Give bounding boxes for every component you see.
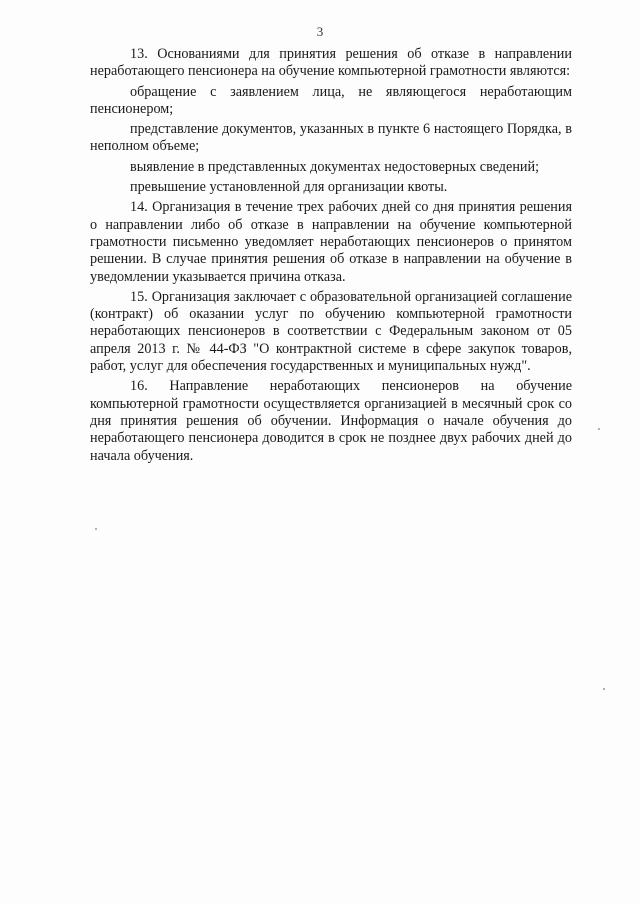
paragraph-16: 16. Направление неработающих пенсионеров на обучение компьютерной грамотности осуществляется организацией в месячный срок со дня принятия решения об обучении. Информация о начале обучения до неработающего пенсионера доводится в срок не позднее двух рабочих дней до начала обучения. (90, 378, 572, 464)
page-number: 3 (316, 24, 324, 39)
list-item-ground-4: превышение установленной для организации квоты. (130, 179, 448, 196)
scan-speck (95, 528, 97, 530)
list-item-ground-1: обращение с заявлением лица, не являющегося неработающим пенсионером; (90, 83, 572, 117)
paragraph-13: 13. Основаниями для принятия решения об отказе в направлении неработающего пенсионера на обучение компьютерной грамотности являются: (90, 46, 572, 80)
list-item-ground-2: представление документов, указанных в пункте 6 настоящего Порядка, в неполном объеме; (90, 121, 572, 155)
list-item-ground-3: выявление в представленных документах недостоверных сведений; (130, 158, 540, 175)
paragraph-15: 15. Организация заключает с образовательной организацией соглашение (контракт) об оказании услуг по обучению компьютерной грамотности неработающих пенсионеров в соответствии с Федеральным законом от 05 апреля 2013 г. № 44-ФЗ "О контрактной системе в сфере закупок товаров, работ, услуг для обеспечения государственных и муниципальных нужд". (90, 288, 572, 375)
scan-speck (603, 688, 605, 690)
paragraph-14: 14. Организация в течение трех рабочих дней со дня принятия решения о направлении либо об отказе в направлении на обучение компьютерной грамотности письменно уведомляет неработающих пенсионеров о принятом решении. В случае принятия решения об отказе в направлении на обучение в уведомлении указывается причина отказа. (90, 199, 572, 285)
document-body (90, 46, 572, 465)
scan-speck (598, 428, 600, 430)
